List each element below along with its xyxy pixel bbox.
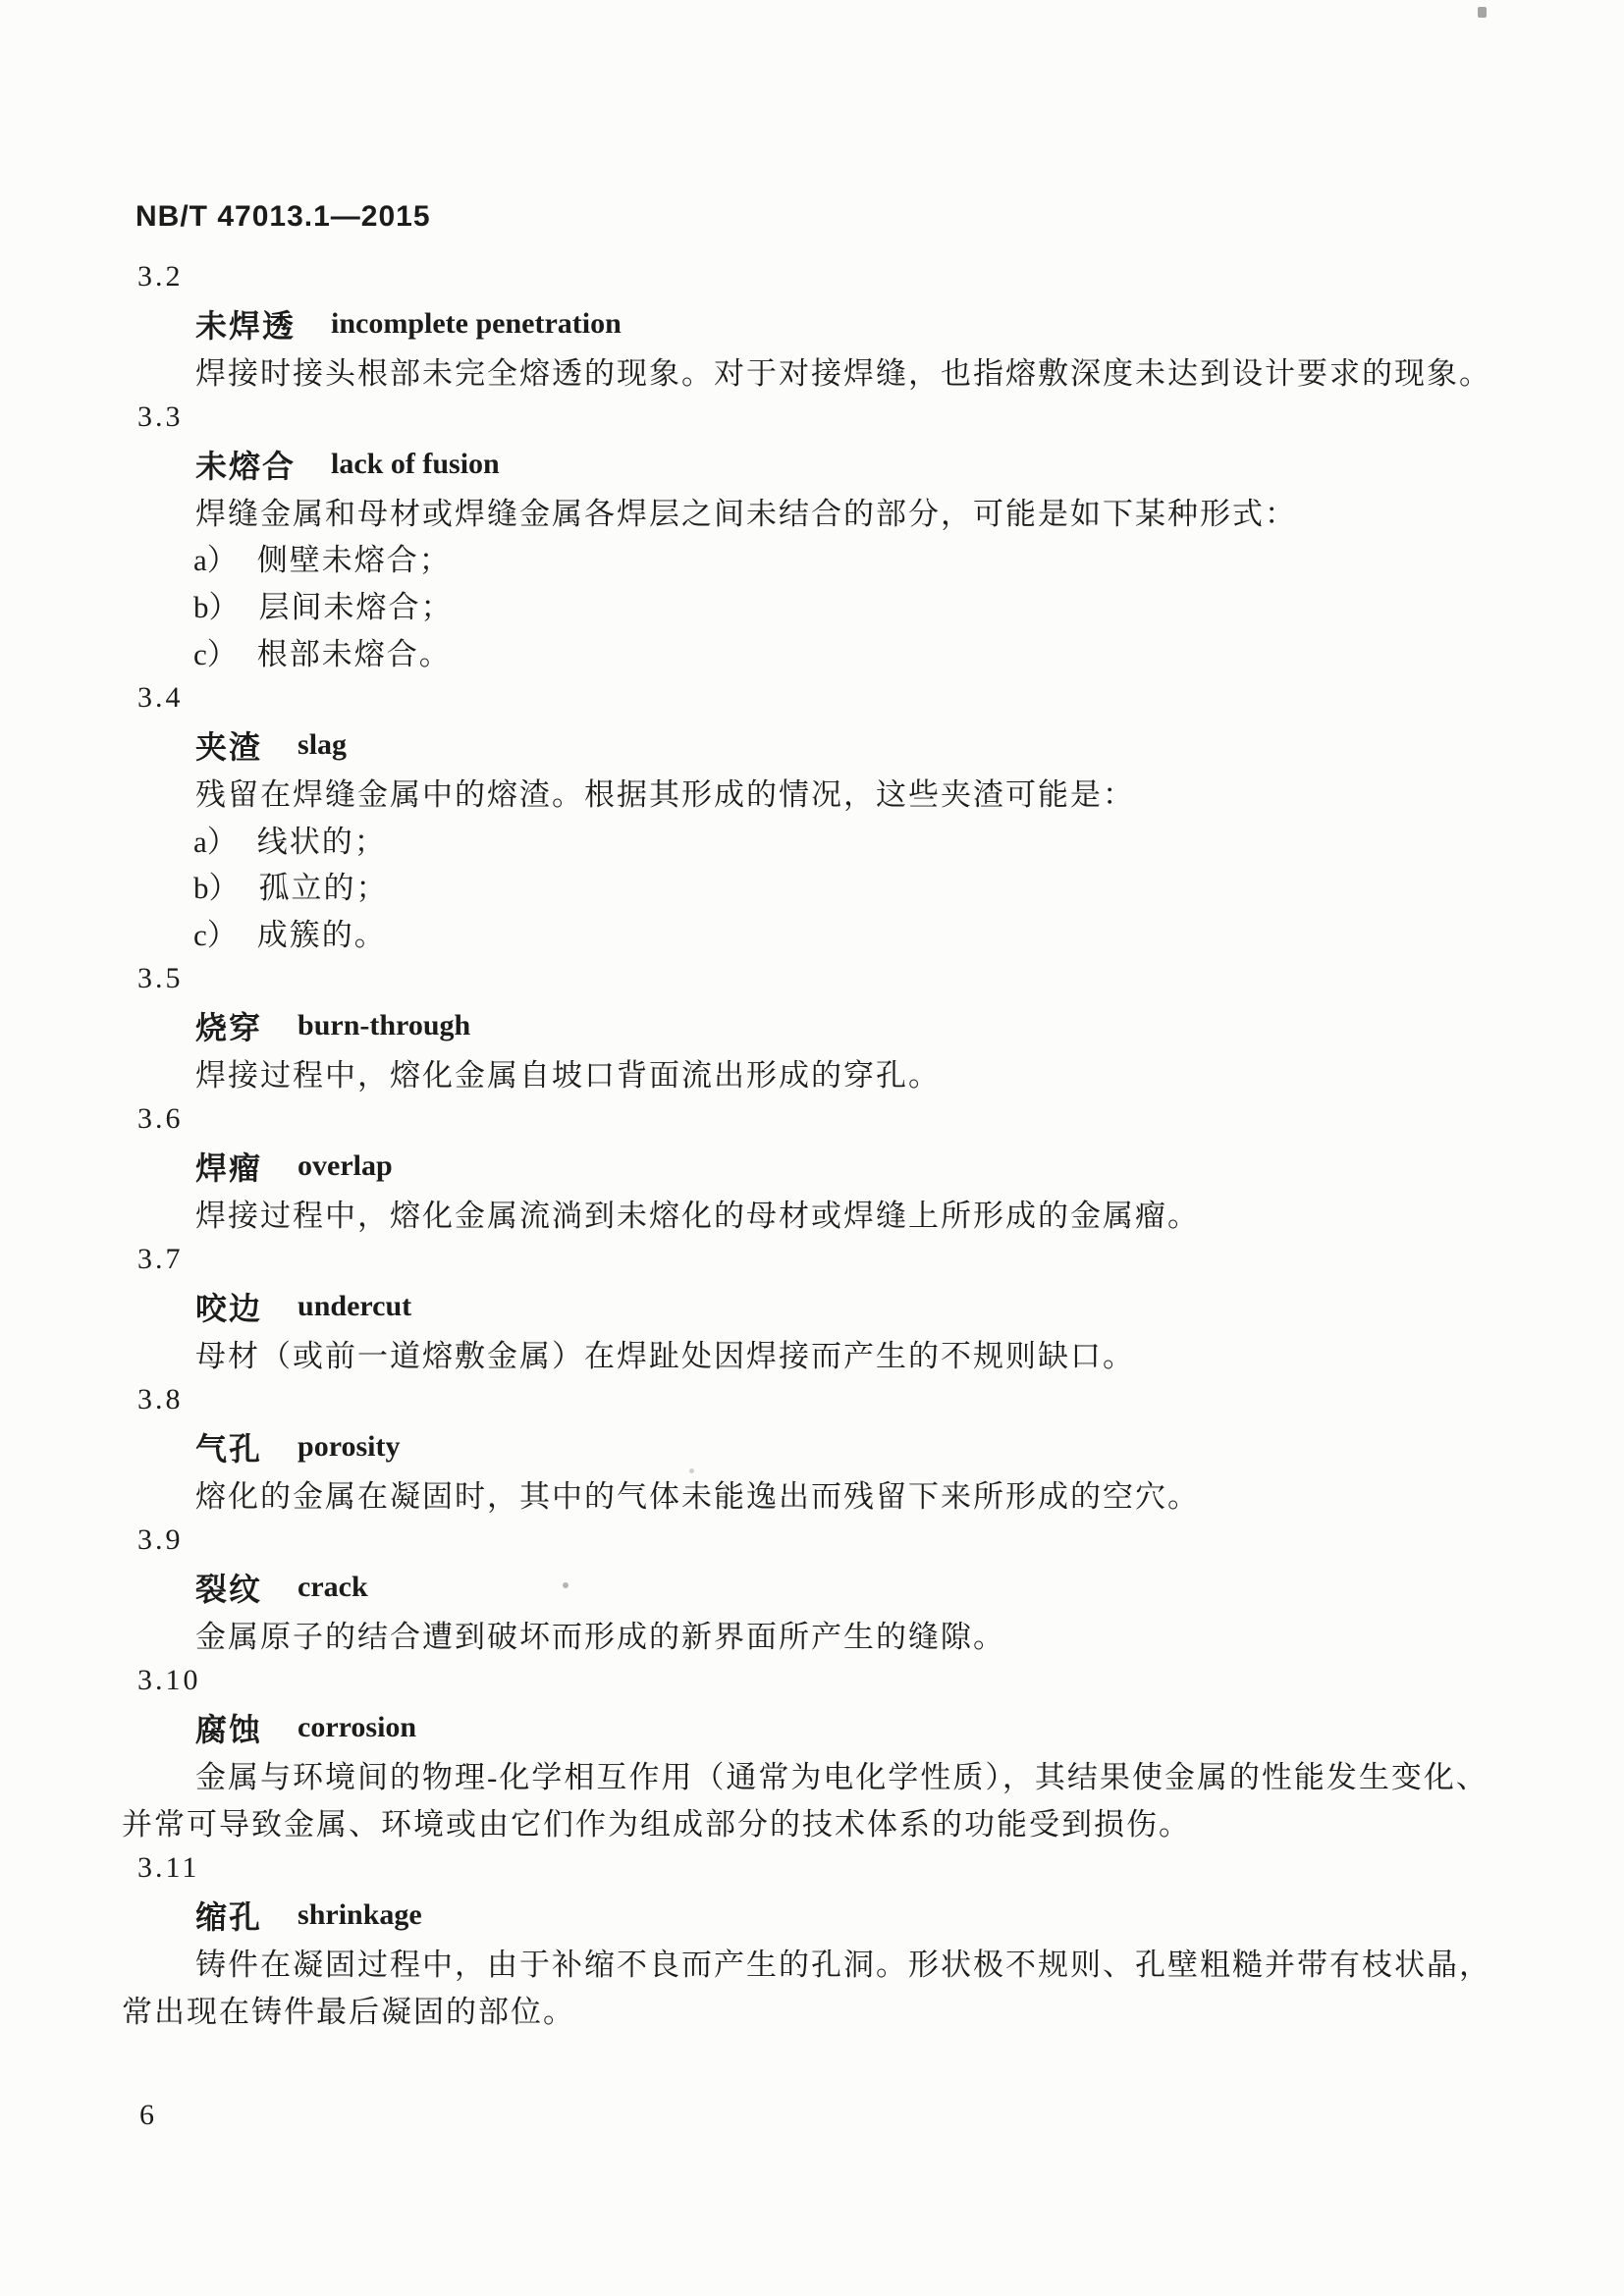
definition-text: 金属与环境间的物理-化学相互作用（通常为电化学性质），其结果使金属的性能发生变化、 (195, 1760, 1489, 1795)
list-item-label: c） (193, 636, 238, 671)
term-line (0, 1002, 1624, 1049)
definition-text-continued: 并常可导致金属、环境或由它们作为组成部分的技术体系的功能受到损伤。 (122, 1807, 1191, 1842)
document-body (0, 253, 1624, 2032)
list-item-text: 成簇的。 (256, 917, 387, 952)
list-item-label: c） (193, 917, 238, 952)
term-chinese: 未焊透 (195, 307, 297, 344)
term-chinese: 腐蚀 (195, 1712, 263, 1748)
term-chinese: 未熔合 (195, 448, 297, 484)
term-chinese: 烧穿 (195, 1009, 263, 1045)
term-line (0, 441, 1624, 488)
section-number: 3.3 (137, 400, 184, 433)
term-chinese: 咬边 (195, 1290, 263, 1326)
term-english: corrosion (298, 1711, 417, 1744)
definition-text: 焊接过程中，熔化金属自坡口背面流出形成的穿孔。 (195, 1058, 941, 1094)
page-number: 6 (139, 2099, 154, 2131)
standard-number-header: NB/T 47013.1—2015 (135, 200, 431, 233)
term-chinese: 缩孔 (195, 1898, 263, 1935)
list-item-text: 层间未熔合； (258, 590, 454, 625)
term-line (0, 1143, 1624, 1190)
list-item-text: 根部未熔合。 (256, 636, 452, 671)
term-line (0, 1423, 1624, 1470)
section-number: 3.4 (137, 681, 184, 715)
term-english: lack of fusion (331, 447, 500, 480)
list-item (0, 862, 1624, 909)
list-item (0, 581, 1624, 628)
scan-artifact-dot (1478, 7, 1487, 18)
term-chinese: 裂纹 (195, 1572, 263, 1608)
term-english: burn-through (298, 1008, 471, 1041)
list-item-text: 侧壁未熔合； (256, 543, 452, 578)
section-number: 3.2 (137, 259, 184, 293)
term-line (0, 1564, 1624, 1611)
term-english: undercut (298, 1289, 412, 1322)
list-item-text: 孤立的； (258, 871, 389, 906)
list-item (0, 815, 1624, 862)
section-number: 3.6 (137, 1102, 184, 1136)
section-number: 3.10 (137, 1664, 201, 1697)
term-chinese: 气孔 (195, 1431, 263, 1468)
definition-text-continued: 常出现在铸件最后凝固的部位。 (122, 1994, 575, 2029)
section-number: 3.7 (137, 1243, 184, 1276)
term-english: porosity (298, 1430, 401, 1464)
section-number: 3.5 (137, 962, 184, 995)
list-item-label: b） (193, 590, 240, 625)
definition-text: 焊接时接头根部未完全熔透的现象。对于对接焊缝，也指熔敷深度未达到设计要求的现象。 (195, 355, 1491, 391)
section-number: 3.9 (137, 1523, 184, 1557)
list-item-label: b） (193, 871, 240, 906)
definition-text: 铸件在凝固过程中，由于补缩不良而产生的孔洞。形状极不规则、孔壁粗糙并带有枝状晶， (195, 1948, 1491, 1983)
section-number: 3.11 (137, 1851, 200, 1885)
list-item (0, 909, 1624, 956)
term-english: shrinkage (298, 1897, 422, 1931)
term-line (0, 1892, 1624, 1939)
list-item-label: a） (193, 543, 238, 578)
list-item (0, 534, 1624, 581)
term-english: incomplete penetration (331, 306, 622, 340)
definition-text: 焊缝金属和母材或焊缝金属各焊层之间未结合的部分，可能是如下某种形式： (195, 496, 1297, 531)
list-item (0, 628, 1624, 675)
term-chinese: 焊瘤 (195, 1149, 263, 1186)
definition-text: 熔化的金属在凝固时，其中的气体未能逸出而残留下来所形成的空穴。 (195, 1479, 1200, 1515)
definition-text: 母材（或前一道熔敷金属）在焊趾处因焊接而产生的不规则缺口。 (195, 1339, 1135, 1374)
definition-text: 金属原子的结合遭到破坏而形成的新界面所产生的缝隙。 (195, 1620, 1005, 1655)
term-english: crack (298, 1571, 368, 1604)
term-chinese: 夹渣 (195, 728, 263, 765)
section-number: 3.8 (137, 1383, 184, 1416)
definition-text: 焊接过程中，熔化金属流淌到未熔化的母材或焊缝上所形成的金属瘤。 (195, 1199, 1200, 1234)
term-line (0, 721, 1624, 769)
term-english: overlap (298, 1148, 393, 1182)
list-item-label: a） (193, 824, 238, 859)
term-line (0, 1704, 1624, 1751)
term-line (0, 300, 1624, 347)
definition-text: 残留在焊缝金属中的熔渣。根据其形成的情况，这些夹渣可能是： (195, 776, 1135, 812)
term-line (0, 1283, 1624, 1330)
term-english: slag (298, 727, 348, 761)
list-item-text: 线状的； (256, 824, 387, 859)
